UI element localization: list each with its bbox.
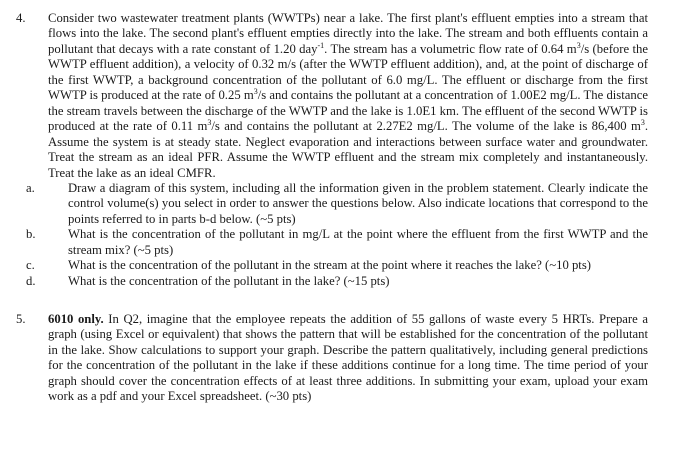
question-4-body (48, 11, 648, 181)
q4-text-4: /s and contains the pollutant at a concentration of 1.00E2 mg/L. The distance the stream travels between the discharge of the WWTP and the lake is 1.0E1 km. The effluent of the second WWTP is produced at the rate of 0.11 m (48, 88, 649, 134)
part-c-text: What is the concentration of the pollutant in the stream at the point where it reaches the lake? (~10 pts) (68, 258, 591, 273)
q4-text-3: /s (before the WWTP effluent addition), a velocity of 0.32 m/s (after the WWTP effluent addition), and, at the point of discharge of the first WWTP, a background concentration of the pollutant of 6.0 mg/L. The effluent or discharge from the first WWTP is produced at the rate of 0.25 m (48, 41, 648, 103)
q4-text-5: /s and contains the pollutant at 2.27E2 mg/L. The volume of the lake is 86,400 m (211, 119, 641, 134)
part-d-text: What is the concentration of the pollutant in the lake? (~15 pts) (68, 273, 390, 288)
part-b-letter: b. (26, 227, 36, 242)
q4-sup-3: 3 (253, 87, 258, 97)
part-d (26, 273, 648, 289)
question-5 (16, 312, 648, 405)
part-b-text: What is the concentration of the pollutant in mg/L at the point where the effluent from the first WWTP and the stream mix? (~5 pts) (68, 227, 648, 257)
q4-sup-5: 3 (640, 118, 645, 128)
question-4 (16, 11, 649, 289)
q4-text-1: Consider two wastewater treatment plants (WWTPs) near a lake. The first plant's effluent empties into a stream that flows into the lake. The second plant's effluent empties directly into the lake. The stream and both effluents contain a pollutant that decays with a rate constant of 1.20 day (48, 11, 648, 56)
part-a-letter: a. (26, 180, 35, 195)
question-4-number: 4. (16, 11, 26, 25)
q4-sup-1: -1 (317, 40, 325, 50)
question-4-parts (26, 180, 648, 289)
q4-text-2: . The stream has a volumetric flow rate of 0.64 m (324, 41, 577, 56)
q4-sup-4: 3 (207, 118, 212, 128)
question-5-number: 5. (16, 312, 26, 326)
part-c (26, 258, 648, 273)
part-a-text: Draw a diagram of this system, including all the information given in the problem statement. Clearly indicate the control volume(s) you select in order to answer the questions below. Also indicate locations that correspond to the points referred to in parts b-d below. (~5 pts) (68, 180, 648, 226)
question-5-text: In Q2, imagine that the employee repeats the addition of 55 gallons of waste every 5 HRTs. Prepare a graph (using Excel or equivalent) that shows the pattern that will be established for the concentration of the pollutant in the lake. Show calculations to support your graph. Describe the pattern qualitatively, including general predictions for the concentration of the pollutant in the lake if these additions continue for a long time. The time period of your graph should cover the concentration effects of at least three additions. In submitting your exam, upload your exam work as a pdf and your Excel spreadsheet. (~30 pts) (48, 312, 648, 404)
question-5-body (48, 312, 648, 405)
part-c-letter: c. (26, 258, 35, 273)
q4-sup-2: 3 (576, 40, 581, 50)
part-d-letter: d. (26, 273, 36, 288)
question-5-bold-lead: 6010 only. (48, 312, 104, 326)
part-b (26, 227, 648, 258)
q4-text-6: . Assume the system is at steady state. Neglect evaporation and interactions between surface water and groundwater. Treat the stream as an ideal PFR. Assume the WWTP effluent and the stream mix completely and instantaneously. Treat the lake as an ideal CMFR. (48, 119, 648, 180)
part-a (26, 180, 648, 227)
